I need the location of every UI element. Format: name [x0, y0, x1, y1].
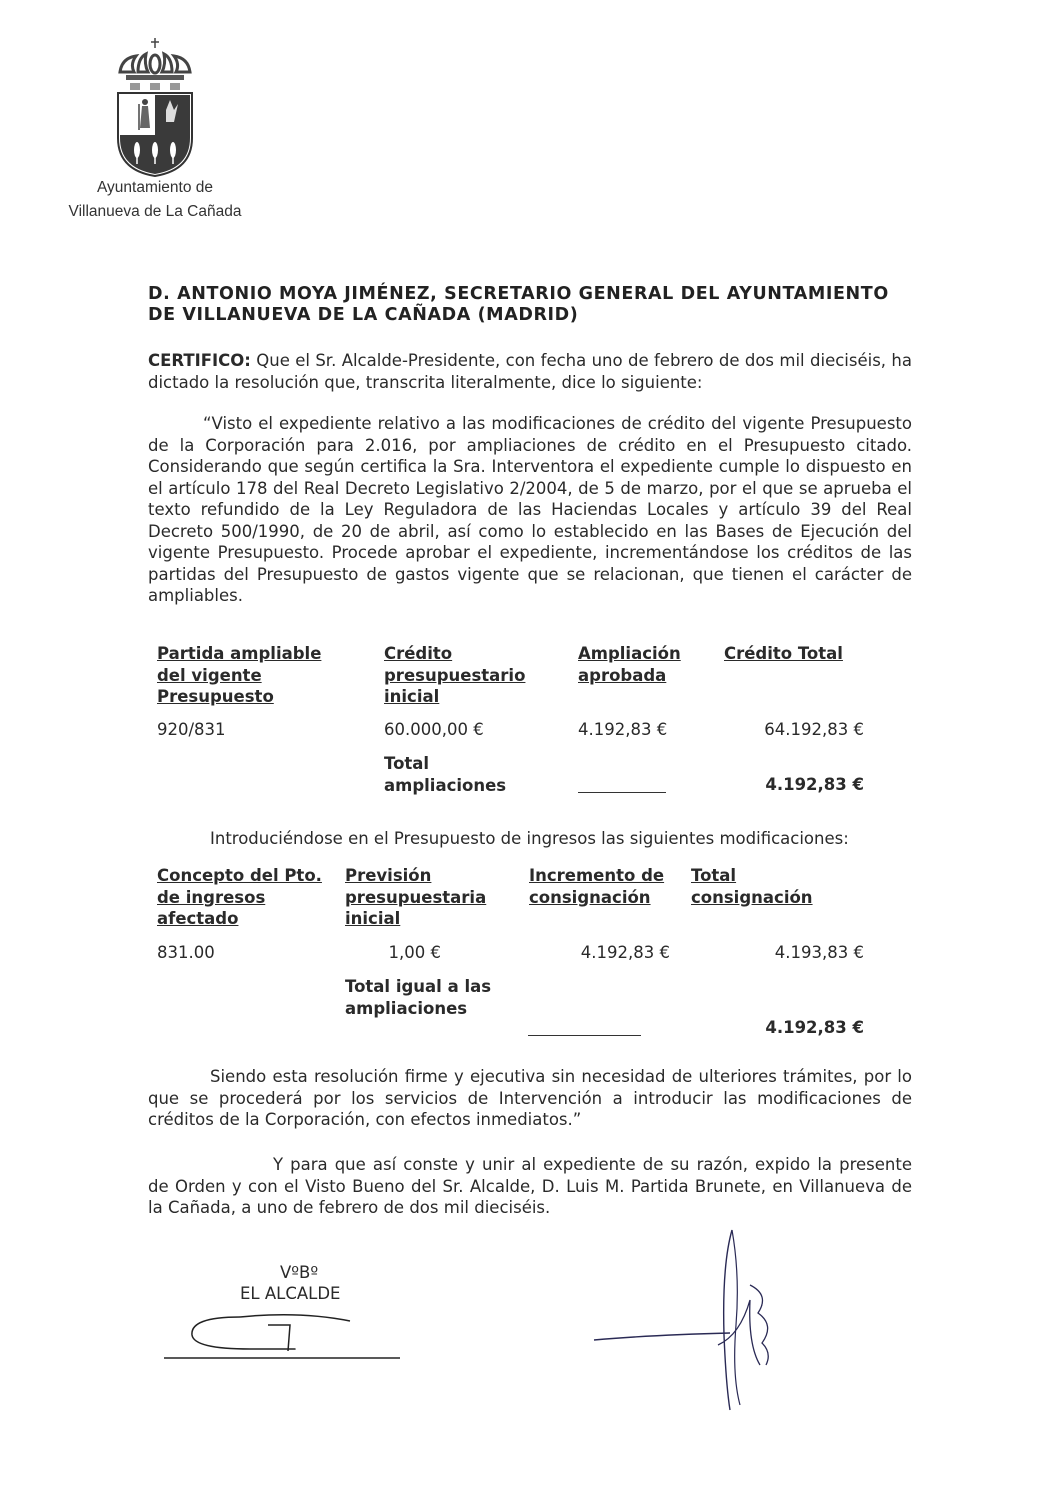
table1-cell-ampliacion: 4.192,83 €	[578, 720, 668, 739]
table1-cell-partida: 920/831	[157, 720, 226, 739]
table2-total-blank-line	[528, 1035, 641, 1036]
table1-total-blank-line	[578, 792, 666, 793]
table1-header-ampliacion: Ampliación aprobada	[578, 644, 681, 685]
table2-header-prevision: Previsión presupuestaria inicial	[345, 866, 487, 928]
table2-header-total-consignacion: Total consignación	[691, 866, 813, 907]
mayor-signature	[160, 1305, 410, 1365]
table2-total-value: 4.192,83 €	[765, 1018, 864, 1037]
table1-total-label: Total ampliaciones	[384, 754, 507, 795]
municipal-crest-logo	[112, 38, 198, 178]
institution-name-line2: Villanueva de La Cañada	[68, 203, 242, 220]
heading-line2: DE VILLANUEVA DE LA CAÑADA (MADRID)	[148, 305, 579, 325]
table1-header-credito-total: Crédito Total	[724, 644, 843, 663]
table2-header-incremento: Incremento de consignación	[529, 866, 665, 907]
certifico-paragraph	[148, 350, 912, 393]
table1-header-partida: Partida ampliable del vigente Presupuesto	[157, 644, 322, 706]
closing-certificate-paragraph: Y para que así conste y unir al expediente de su razón, expido la presente de Orden y con el Visto Bueno del Sr. Alcalde, D. Luis M. Partida Brunete, en Villanueva de la Cañada, a uno de febrero de dos mil dieciséis.	[148, 1155, 912, 1217]
table1-cell-credito-total: 64.192,83 €	[764, 720, 864, 739]
heading-line1: D. ANTONIO MOYA JIMÉNEZ, SECRETARIO GENERAL DEL AYUNTAMIENTO	[148, 284, 889, 304]
institution-name-line1: Ayuntamiento de	[96, 179, 214, 196]
table1-header-credito-inicial: Crédito presupuestario inicial	[384, 644, 526, 706]
table2-total-label: Total igual a las ampliaciones	[345, 977, 492, 1018]
document-heading	[148, 284, 918, 326]
table2-cell-concepto: 831.00	[157, 943, 215, 962]
table1-total-value: 4.192,83 €	[765, 775, 864, 794]
ingresos-intro: Introduciéndose en el Presupuesto de ingresos las siguientes modificaciones:	[210, 829, 849, 848]
certifico-label: CERTIFICO:	[148, 351, 251, 370]
secretary-signature	[590, 1225, 790, 1415]
table1-cell-credito-inicial: 60.000,00 €	[384, 720, 484, 739]
mayor-title: EL ALCALDE	[240, 1284, 341, 1303]
table2-cell-total-consignacion: 4.193,83 €	[774, 943, 864, 962]
vobo-label: VºBº	[280, 1263, 319, 1282]
table2-header-concepto: Concepto del Pto. de ingresos afectado	[157, 866, 322, 928]
table2-cell-prevision: 1,00 €	[388, 943, 441, 962]
closing-resolution-paragraph: Siendo esta resolución firme y ejecutiva sin necesidad de ulteriores trámites, por lo que se procederá por los servicios de Intervención a introducir las modificaciones de créditos de la Corporación, con efectos inmediatos.”	[148, 1067, 912, 1129]
resolution-paragraph: “Visto el expediente relativo a las modificaciones de crédito del vigente Presupuesto de la Corporación para 2.016, por ampliaciones de crédito en el Presupuesto citado. Considerando que según certifica la Sra. Interventora el expediente cumple lo dispuesto en el artículo 178 del Real Decreto Legislativo 2/2004, de 5 de marzo, por el que se aprueba el texto refundido de la Ley Reguladora de las Haciendas Locales y artículo 39 del Real Decreto 500/1990, de 20 de abril, así como lo establecido en las Bases de Ejecución del vigente Presupuesto. Procede aprobar el expediente, incrementándose los créditos de las partidas del Presupuesto de gastos vigente que se relacionan, que tienen el carácter de ampliables.	[148, 414, 912, 605]
certifico-text: Que el Sr. Alcalde-Presidente, con fecha uno de febrero de dos mil dieciséis, ha dictado la resolución que, transcrita literalmente, dice lo siguiente:	[148, 351, 912, 392]
table2-cell-incremento: 4.192,83 €	[580, 943, 670, 962]
